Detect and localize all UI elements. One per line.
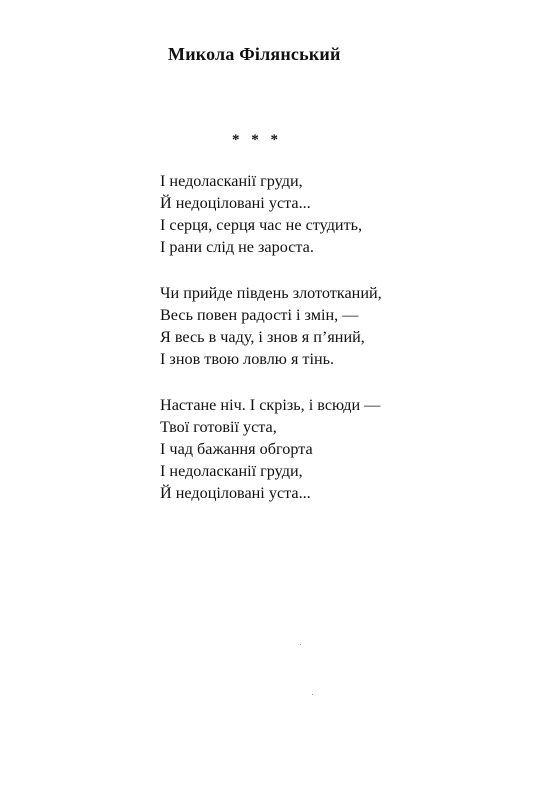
stanza-2 (160, 282, 382, 370)
poem-line: І знов твою ловлю я тінь. (160, 350, 335, 368)
poem-line: І недоласканії груди, (160, 172, 303, 190)
poem-line: Настане ніч. І скрізь, і всюди — (160, 396, 381, 414)
poem-line: Чи прийде південь злототканий, (160, 284, 382, 302)
stanza-3 (160, 394, 382, 504)
poem-line: Весь повен радості і змін, — (160, 306, 359, 324)
poem-line: Й недоціловані уста... (160, 194, 311, 212)
scan-speck (300, 644, 301, 645)
section-separator: * * * (232, 132, 282, 148)
poem-line: Я весь в чаду, і знов я п’яний, (160, 328, 365, 346)
poem-body (160, 170, 382, 528)
poem-line: І недоласканії груди, (160, 462, 303, 480)
poem-line: І рани слід не зароста. (160, 238, 314, 256)
poem-line: Твої готовії уста, (160, 418, 277, 436)
poem-line: І серця, серця час не студить, (160, 216, 363, 234)
scan-speck (312, 694, 313, 695)
poem-line: І чад бажання обгорта (160, 440, 313, 458)
author-name: Микола Філянський (168, 44, 341, 64)
poem-line: Й недоціловані уста... (160, 484, 311, 502)
stanza-1 (160, 170, 382, 258)
